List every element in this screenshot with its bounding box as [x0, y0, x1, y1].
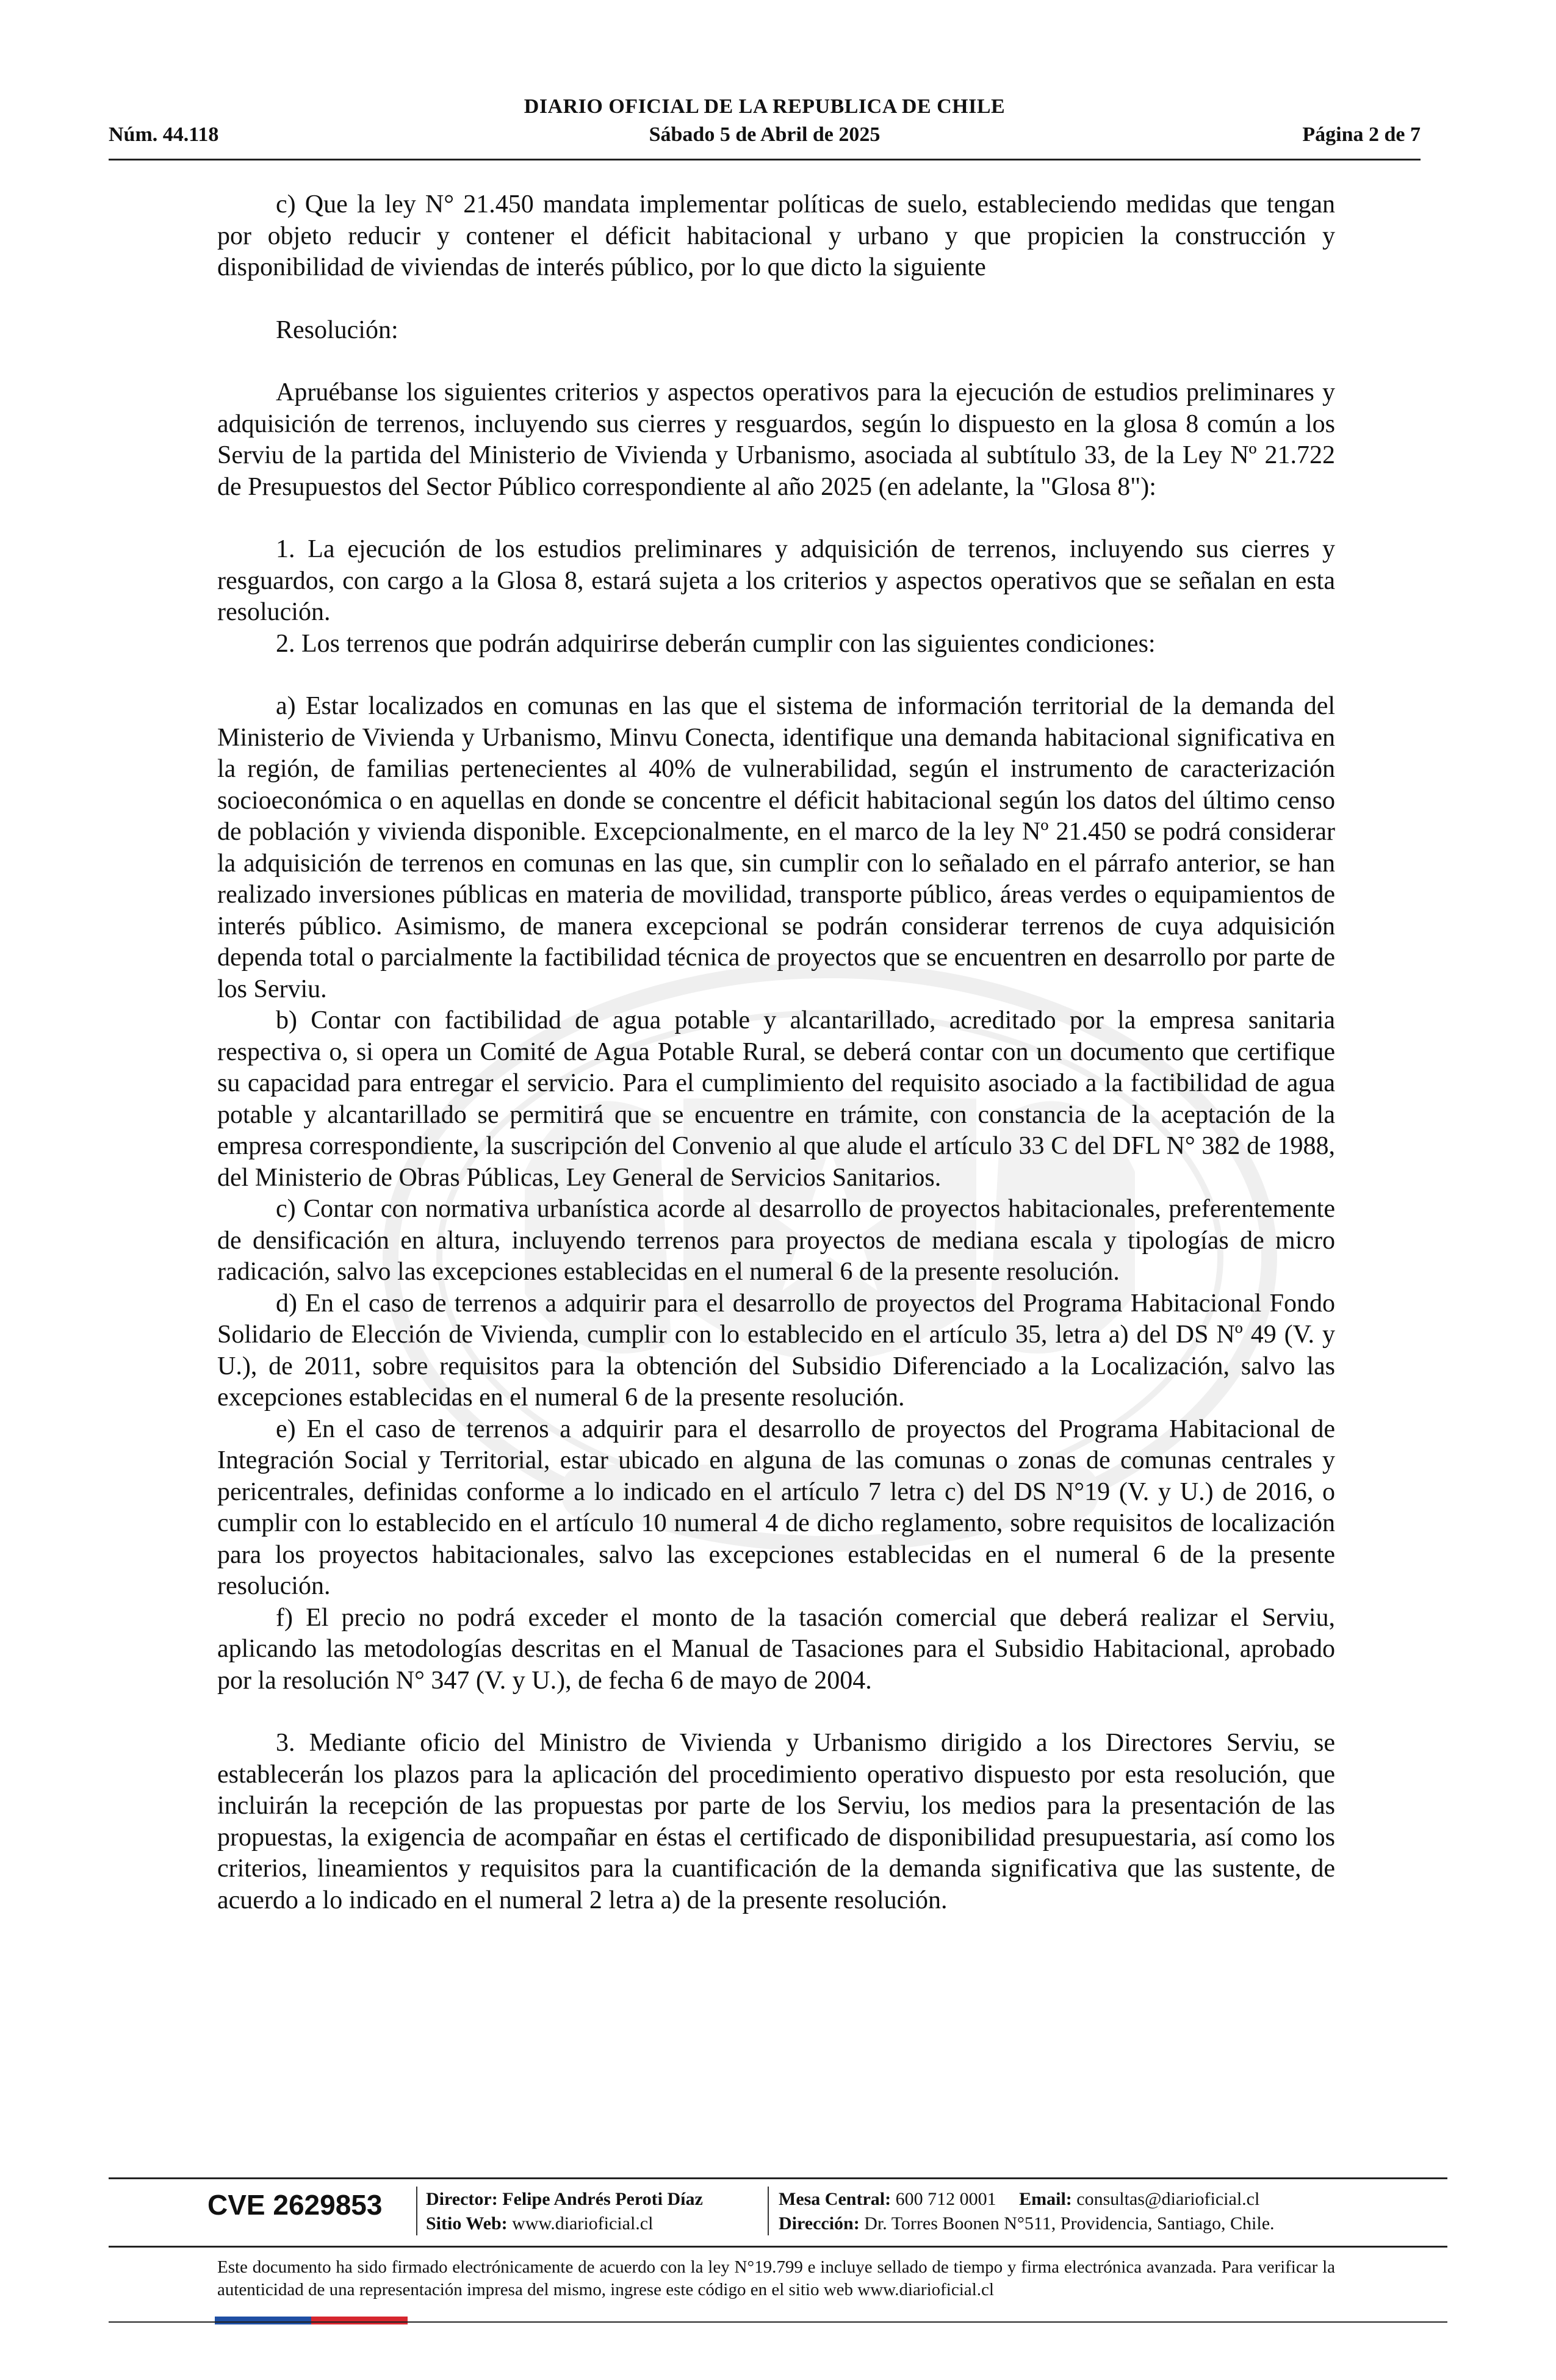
footer-director-line: [426, 2187, 703, 2212]
paragraph-item-3: 3. Mediante oficio del Ministro de Vivienda y Urbanismo dirigido a los Directores Serviu, se establecerán los plazos para la aplicación del procedimiento operativo dispuesto por esta resolución, que incluirán la recepción de las propuestas por parte de los Serviu, los medios para la presentación de las propuestas, la exigencia de acompañar en éstas el certificado de disponibilidad presupuestaria, así como los criterios, lineamientos y requisitos para la cuantificación de la demanda significativa que las sustente, de acuerdo a lo indicado en el numeral 2 letra a) de la presente resolución.: [217, 1729, 1335, 1914]
paragraph-item-2c: c) Contar con normativa urbanística acorde al desarrollo de proyectos habitacionales, preferentemente de densificación en altura, incluyendo terrenos para proyectos de mediana escala y tipologías de micro radicación, salvo las excepciones establecidas en el numeral 6 de la presente resolución.: [217, 1195, 1335, 1286]
footer-contact-block: [779, 2187, 1275, 2236]
issue-number: Núm. 44.118: [109, 123, 219, 146]
document-body: [217, 189, 1335, 1916]
footer-top-rule: [109, 2177, 1447, 2179]
legal-notice: Este documento ha sido firmado electrónicamente de acuerdo con la ley N°19.799 e incluye sellado de tiempo y firma electrónica avanzada. Para verificar la autenticidad de una representación impresa del mismo, ingrese este código en el sitio web www.diarioficial.cl: [217, 2257, 1335, 2299]
director-name: Felipe Andrés Peroti Díaz: [502, 2189, 703, 2209]
address-label: Dirección:: [779, 2213, 860, 2234]
mesa-phone: 600 712 0001: [895, 2189, 996, 2209]
cve-code: CVE 2629853: [207, 2189, 383, 2221]
flag-color-bar: [215, 2317, 408, 2324]
footer-separator: [768, 2187, 769, 2235]
page-header: [109, 92, 1421, 160]
footer-separator: [416, 2187, 417, 2235]
newspaper-title: DIARIO OFICIAL DE LA REPUBLICA DE CHILE: [524, 95, 1006, 118]
mesa-label: Mesa Central:: [779, 2189, 891, 2209]
footer-mesa-line: [779, 2187, 1275, 2212]
director-label: Director:: [426, 2189, 498, 2209]
paragraph-item-2d: d) En el caso de terrenos a adquirir para el desarrollo de proyectos del Programa Habitacional Fondo Solidario de Elección de Vivienda, cumplir con lo establecido en el artículo 35, letra a) del DS Nº 49 (V. y U.), de 2011, sobre requisitos para la obtención del Subsidio Diferenciado a la Localización, salvo las excepciones establecidas en el numeral 6 de la presente resolución.: [217, 1289, 1335, 1412]
paragraph-item-2e: e) En el caso de terrenos a adquirir para el desarrollo de proyectos del Programa Habitacional de Integración Social y Territorial, estar ubicado en alguna de las comunas o zonas de comunas centrales y pericentrales, definidas conforme a lo indicado en el artículo 7 letra c) del DS N°19 (V. y U.) de 2016, o cumplir con lo establecido en el artículo 10 numeral 4 de dicho reglamento, sobre requisitos de localización para los proyectos habitacionales, salvo las excepciones establecidas en el numeral 6 de la presente resolución.: [217, 1415, 1335, 1600]
footer-middle-rule: [109, 2246, 1447, 2248]
email-link[interactable]: consultas@diarioficial.cl: [1076, 2189, 1260, 2209]
issue-date: Sábado 5 de Abril de 2025: [649, 123, 881, 146]
site-label: Sitio Web:: [426, 2213, 508, 2234]
page-indicator: Página 2 de 7: [1302, 123, 1421, 146]
footer-address-line: [779, 2212, 1275, 2236]
paragraph-item-2a: a) Estar localizados en comunas en las que el sistema de información territorial de la demanda del Ministerio de Vivienda y Urbanismo, Minvu Conecta, identifique una demanda habitacional significativa en la región, de familias pertenecientes al 40% de vulnerabilidad, según el instrumento de caracterización socioeconómica o en aquellas en donde se concentre el déficit habitacional según los datos del último censo de población y vivienda disponible. Excepcionalmente, en el marco de la ley Nº 21.450 se podrá considerar la adquisición de terrenos en comunas en las que, sin cumplir con lo señalado en el párrafo anterior, se han realizado inversiones públicas en materia de movilidad, transporte público, áreas verdes o equipamientos de interés público. Asimismo, de manera excepcional se podrán considerar terrenos de cuya adquisición dependa total o parcialmente la factibilidad técnica de proyectos que se encuentren en desarrollo por parte de los Serviu.: [217, 692, 1335, 1003]
address-text: Dr. Torres Boonen N°511, Providencia, Santiago, Chile.: [864, 2213, 1275, 2234]
footer-director-block: [426, 2187, 703, 2236]
paragraph-considerando-c: c) Que la ley N° 21.450 mandata implementar políticas de suelo, estableciendo medidas que tengan por objeto reducir y contener el déficit habitacional y urbano y que propicien la construcción y disponibilidad de viviendas de interés público, por lo que dicto la siguiente: [217, 190, 1335, 281]
paragraph-item-1: 1. La ejecución de los estudios preliminares y adquisición de terrenos, incluyendo sus cierres y resguardos, con cargo a la Glosa 8, estará sujeta a los criterios y aspectos operativos que se señalan en esta resolución.: [217, 535, 1335, 626]
site-link[interactable]: www.diarioficial.cl: [512, 2213, 654, 2234]
flag-blue-segment: [215, 2317, 311, 2324]
flag-red-segment: [311, 2317, 408, 2324]
paragraph-approval: Apruébanse los siguientes criterios y aspectos operativos para la ejecución de estudios preliminares y adquisición de terrenos, incluyendo sus cierres y resguardos, según lo dispuesto en la glosa 8 común a los Serviu de la partida del Ministerio de Vivienda y Urbanismo, asociada al subtítulo 33, de la Ley Nº 21.722 de Presupuestos del Sector Público correspondiente al año 2025 (en adelante, la "Glosa 8"):: [217, 378, 1335, 501]
footer-bottom-rule: [109, 2321, 1447, 2323]
paragraph-item-2b: b) Contar con factibilidad de agua potable y alcantarillado, acreditado por la empresa sanitaria respectiva o, si opera un Comité de Agua Potable Rural, se deberá contar con un documento que certifique su capacidad para entregar el servicio. Para el cumplimiento del requisito asociado a la factibilidad de agua potable y alcantarillado se permitirá que se encuentre en trámite, con constancia de la aceptación de la empresa correspondiente, la suscripción del Convenio al que alude el artículo 33 C del DFL N° 382 de 1988, del Ministerio de Obras Públicas, Ley General de Servicios Sanitarios.: [217, 1006, 1335, 1192]
paragraph-resolucion-heading: Resolución:: [276, 316, 398, 344]
email-label: Email:: [1019, 2189, 1072, 2209]
paragraph-item-2: 2. Los terrenos que podrán adquirirse deberán cumplir con las siguientes condiciones:: [276, 629, 1156, 658]
paragraph-item-2f: f) El precio no podrá exceder el monto de la tasación comercial que deberá realizar el Serviu, aplicando las metodologías descritas en el Manual de Tasaciones para el Subsidio Habitacional, aprobado por la resolución N° 347 (V. y U.), de fecha 6 de mayo de 2004.: [217, 1603, 1335, 1695]
footer-site-line: [426, 2212, 703, 2236]
